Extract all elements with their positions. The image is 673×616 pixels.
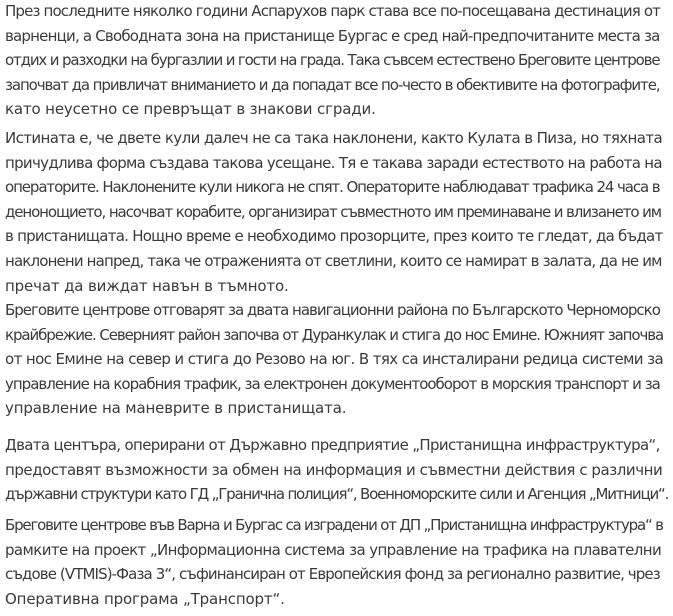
text-line: крайбрежие. Северният район започва от Дуранкулак и стига до нос Емине. Южният започва xyxy=(5,325,664,344)
text-line: През последните няколко години Аспарухов парк става все по-посещавана дестинация от xyxy=(5,2,661,20)
text-line: рамките на проект „Информационна система за управление на трафика на плавателни xyxy=(5,540,662,559)
text-line: отдих и разходки на бургазлии и гости на града. Така съвсем естествено Бреговите центрове xyxy=(5,51,660,70)
text-line: варненци, а Свободната зона на пристанище Бургас е сред най-предпочитаните места за xyxy=(5,26,660,45)
text-line: като неусетно се превръщат в знакови сгради. xyxy=(5,100,376,119)
paragraph-vtmis-project xyxy=(5,513,663,611)
text-line: предоставят възможности за обмен на информация и съвместни действия с различни xyxy=(5,460,663,479)
paragraph-parks-destinations xyxy=(5,0,663,122)
text-line: денонощието, насочват корабите, организират съвместното им преминаване и влизането им xyxy=(5,202,661,221)
text-line: започват да привличат вниманието и да попадат все по-често в обективите на фотографите, xyxy=(5,75,660,94)
text-line: пречат да виждат навън в тъмното. xyxy=(5,276,289,295)
text-line: в пристанищата. Нощно време е необходимо прозорците, през които те гледат, да бъдат xyxy=(5,227,663,246)
text-line: Двата центъра, оперирани от Държавно предприятие „Пристанищна инфраструктура“, xyxy=(5,436,660,454)
text-line: операторите. Наклонените кули никога не спят. Операторите наблюдават трафика 24 часа в xyxy=(5,178,660,197)
text-line: управление на корабния трафик, за електронен документооборот в морския транспорт и за xyxy=(5,374,660,393)
paragraph-leaning-towers xyxy=(5,126,663,298)
paragraph-navigation-regions xyxy=(5,298,663,421)
text-line: Истината е, че двете кули далеч не са така наклонени, както Кулата в Пиза, но тяхната xyxy=(5,129,663,147)
text-line: управление на маневрите в пристанищата. xyxy=(5,399,347,418)
text-line: съдове (VTMIS)-Фаза 3“, съфинансиран от Европейския фонд за регионално развитие, чрез xyxy=(5,565,660,584)
text-line: Оперативна програма „Транспорт“. xyxy=(5,589,285,608)
text-line: от нос Емине на север и стига до Резово на юг. В тях са инсталирани редица системи за xyxy=(5,350,664,369)
text-line: Бреговите центрове във Варна и Бургас са изградени от ДП „Пристанищна инфраструктура“ в xyxy=(5,516,663,534)
paragraph-state-enterprise xyxy=(5,433,669,507)
text-line: държавни структури като ГД „Гранична полиция“, Военноморските сили и Агенция „Митници“. xyxy=(5,485,669,504)
text-line: наклонени напред, така че отраженията от светлини, които се намират в залата, да не им xyxy=(5,251,662,270)
text-line: Бреговите центрове отговарят за двата навигационни района по Българското Черноморско xyxy=(5,301,660,319)
text-line: причудлива форма създава такова усещане. Тя е такава заради естеството на работа на xyxy=(5,153,662,172)
